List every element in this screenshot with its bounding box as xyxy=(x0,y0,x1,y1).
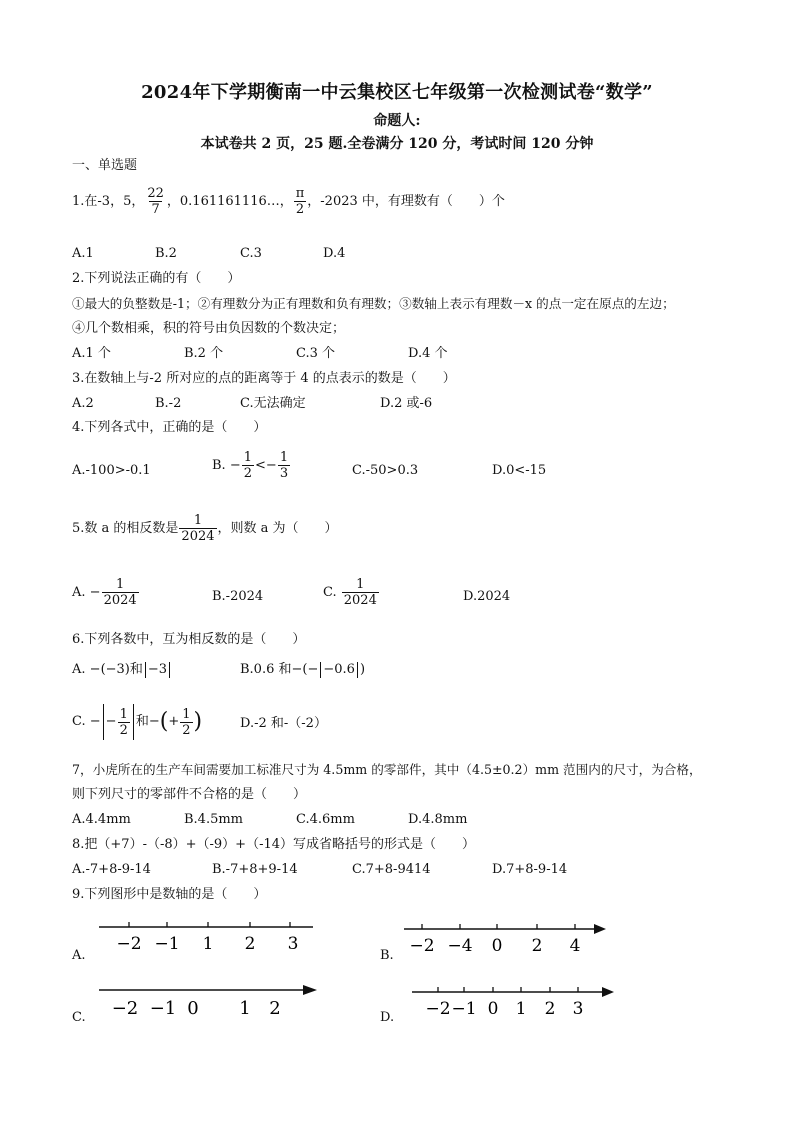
q9-option-c-label: C. xyxy=(72,1010,86,1025)
tick-label: −2 xyxy=(409,936,435,956)
q3-option-a: A.2 xyxy=(72,396,94,411)
fraction: $\frac{1}{2024}$ xyxy=(343,577,377,608)
q1-option-b: B.2 xyxy=(155,246,177,261)
page-title: 2024年下学期衡南一中云集校区七年级第一次检测试卷“数学” xyxy=(141,82,653,103)
q2-option-d: D.4 个 xyxy=(408,346,448,361)
fraction: $\frac{1}{2024}$ xyxy=(103,577,137,608)
fraction: $\frac{1}{2024}$ xyxy=(181,513,215,544)
tick-label: 1 xyxy=(202,934,214,954)
q8-option-d: D.7+8-9-14 xyxy=(492,862,568,877)
q5-option-a: A. − $\frac{1}{2024}$ xyxy=(72,577,137,608)
q2-option-b: B.2 个 xyxy=(184,346,224,361)
tick-label: 2 xyxy=(244,934,256,954)
q4-option-b: B. − $\frac{1}{2}$ <− $\frac{1}{3}$ xyxy=(212,450,289,481)
tick-label: 1 xyxy=(515,999,527,1019)
number-line-c xyxy=(95,978,325,1023)
tick-label: 2 xyxy=(269,998,281,1019)
tick-label: 0 xyxy=(187,998,199,1019)
question-6-stem: 6.下列各数中，互为相反数的是（ ） xyxy=(72,632,306,647)
q3-option-b: B.-2 xyxy=(155,396,182,411)
q7-option-d: D.4.8mm xyxy=(408,812,468,827)
tick-label: −2 xyxy=(425,999,451,1019)
tick-label: −1 xyxy=(451,999,477,1019)
question-7-line1: 7，小虎所在的生产车间需要加工标准尺寸为 4.5mm 的零部件，其中（4.5±0.2）mm 范围内的尺寸，为合格， xyxy=(72,762,702,777)
tick-label: 1 xyxy=(239,998,251,1019)
question-7-line2: 则下列尺寸的零部件不合格的是（ ） xyxy=(72,787,307,802)
q7-option-b: B.4.5mm xyxy=(184,812,244,827)
q8-option-b: B.-7+8+9-14 xyxy=(212,862,298,877)
tick-label: −2 xyxy=(111,998,139,1019)
tick-label: 3 xyxy=(287,934,299,954)
tick-label: 0 xyxy=(487,999,499,1019)
q6-option-c: C. − − $\frac{1}{2}$ 和− ( + $\frac{1}{2}$ ) xyxy=(72,704,202,740)
fraction: $\frac{22}{7}$ xyxy=(147,186,164,217)
tick-label: −1 xyxy=(149,998,177,1019)
q5-option-d: D.2024 xyxy=(463,589,511,604)
tick-label: 2 xyxy=(544,999,556,1019)
q1-option-a: A.1 xyxy=(72,246,94,261)
q9-option-b-label: B. xyxy=(380,948,394,963)
q8-option-a: A.-7+8-9-14 xyxy=(72,862,151,877)
q5-option-b: B.-2024 xyxy=(212,589,264,604)
question-1-stem: 1.在-3，5， $\frac{22}{7}$ ，0.161161116…， $\frac{\pi}{2}$ ，-2023 中，有理数有（ ）个 xyxy=(72,186,505,217)
q3-option-c: C.无法确定 xyxy=(240,396,306,411)
question-2-line2: ④几个数相乘，积的符号由负因数的个数决定； xyxy=(72,321,346,336)
q6-option-a: A. −(−3)和 −3 xyxy=(72,662,172,678)
fraction: $\frac{1}{2}$ xyxy=(182,706,191,738)
tick-label: −1 xyxy=(154,934,180,954)
tick-label: −4 xyxy=(447,936,473,956)
q9-option-d-label: D. xyxy=(380,1010,395,1025)
question-2-stem: 2.下列说法正确的有（ ） xyxy=(72,271,241,286)
tick-label: 2 xyxy=(531,936,543,956)
tick-label: 4 xyxy=(569,936,581,956)
question-2-line1: ①最大的负整数是-1；②有理数分为正有理数和负有理数；③数轴上表示有理数－x 的点一定在原点的左边； xyxy=(72,296,675,311)
fraction: $\frac{\pi}{2}$ xyxy=(295,186,305,217)
fraction: $\frac{1}{3}$ xyxy=(279,450,289,481)
question-5-stem: 5.数 a 的相反数是 $\frac{1}{2024}$ ，则数 a 为（ ） xyxy=(72,513,338,544)
number-line-d xyxy=(408,980,618,1025)
q4-option-c: C.-50>0.3 xyxy=(352,463,419,478)
fraction: $\frac{1}{2}$ xyxy=(119,706,128,738)
q4-option-a: A.-100>-0.1 xyxy=(72,463,151,478)
author-line: 命题人: xyxy=(373,113,421,129)
tick-label: −2 xyxy=(116,934,142,954)
q1-option-c: C.3 xyxy=(240,246,262,261)
number-line-a xyxy=(95,915,325,960)
question-9-stem: 9.下列图形中是数轴的是（ ） xyxy=(72,887,267,902)
number-line-b xyxy=(400,915,610,960)
tick-label: 3 xyxy=(572,999,584,1019)
section-heading: 一、单选题 xyxy=(72,158,138,173)
question-8-stem: 8.把（+7）-（-8）+（-9）+（-14）写成省略括号的形式是（ ） xyxy=(72,837,476,852)
q2-option-c: C.3 个 xyxy=(296,346,336,361)
exam-instructions: 本试卷共 2 页，25 题.全卷满分 120 分，考试时间 120 分钟 xyxy=(200,136,594,152)
q2-option-a: A.1 个 xyxy=(72,346,111,361)
q8-option-c: C.7+8-9414 xyxy=(352,862,431,877)
q3-option-d: D.2 或-6 xyxy=(380,396,433,411)
q9-option-a-label: A. xyxy=(72,948,86,963)
q6-option-d: D.-2 和-（-2） xyxy=(240,716,327,731)
q7-option-a: A.4.4mm xyxy=(72,812,131,827)
tick-label: 0 xyxy=(491,936,503,956)
question-4-stem: 4.下列各式中，正确的是（ ） xyxy=(72,420,267,435)
q1-option-d: D.4 xyxy=(323,246,346,261)
fraction: $\frac{1}{2}$ xyxy=(243,450,253,481)
q7-option-c: C.4.6mm xyxy=(296,812,355,827)
q4-option-d: D.0<-15 xyxy=(492,463,547,478)
q6-option-b: B.0.6 和−(− −0.6 ) xyxy=(240,662,366,677)
question-3-stem: 3.在数轴上与-2 所对应的点的距离等于 4 的点表示的数是（ ） xyxy=(72,371,456,386)
q5-option-c: C. $\frac{1}{2024}$ xyxy=(323,577,377,608)
